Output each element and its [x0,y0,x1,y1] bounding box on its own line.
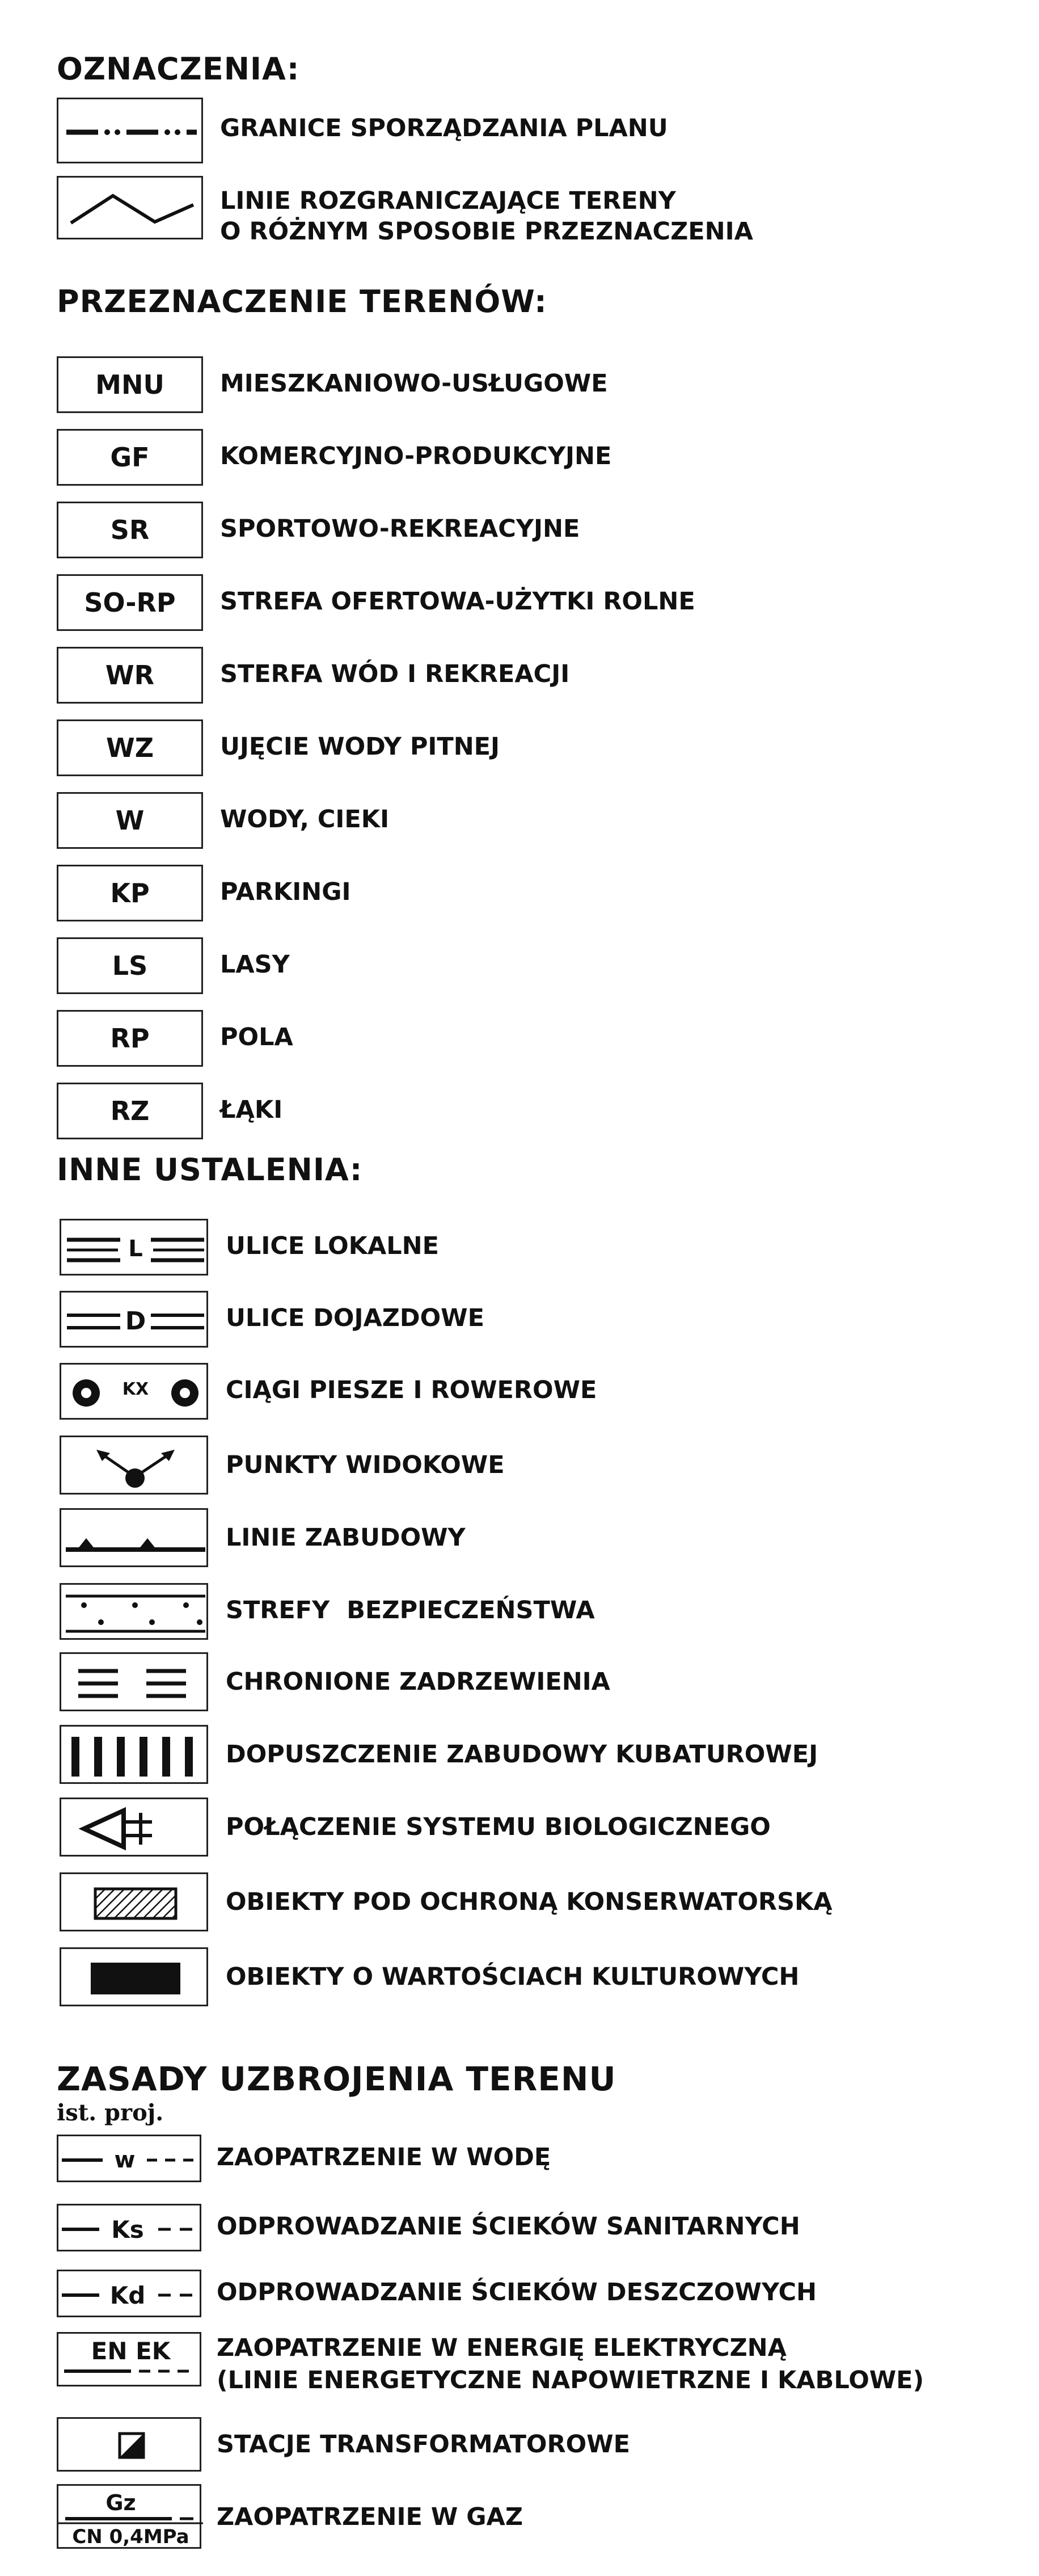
land-use-label: KOMERCYJNO-PRODUKCYJNE [220,442,612,470]
land-use-label: ŁĄKI [220,1096,283,1124]
land-use-code: GF [110,442,150,473]
safety-zone-icon [60,1583,208,1640]
land-use-code: SR [110,515,150,545]
land-use-label: MIESZKANIOWO-USŁUGOWE [220,369,608,398]
storm-sewage-icon [57,2270,201,2317]
local-street-icon [60,1219,208,1276]
land-use-code: MNU [95,369,164,400]
pedestrian-bike-path-icon [60,1363,208,1420]
legend-label-chronione-zadrzewienia: CHRONIONE ZADRZEWIENIA [226,1668,610,1696]
legend-label-dopuszczenie-zabudowy: DOPUSZCZENIE ZABUDOWY KUBATUROWEJ [226,1740,818,1769]
legend-label-strefy-bezpieczenstwa: STREFY BEZPIECZEŃSTWA [226,1596,595,1624]
legend-label-zaopatrzenie-gaz: ZAOPATRZENIE W GAZ [217,2503,523,2531]
power-lines-icon [57,2332,201,2386]
hatched-rectangle-icon [60,1872,208,1931]
land-use-label: PARKINGI [220,878,351,906]
land-use-label: UJĘCIE WODY PITNEJ [220,733,500,761]
section-heading-zasady: ZASADY UZBROJENIA TERENU [57,2060,616,2098]
legend-label-punkty-widokowe: PUNKTY WIDOKOWE [226,1451,505,1479]
land-use-code: SO-RP [84,587,176,618]
legend-label-scieki-sanitarne: ODPROWADZANIE ŚCIEKÓW SANITARNYCH [217,2212,800,2241]
land-use-code: LS [112,950,148,981]
legend-label-ulice-dojazdowe: ULICE DOJAZDOWE [226,1304,484,1332]
legend-label-polaczenie-systemu: POŁĄCZENIE SYSTEMU BIOLOGICZNEGO [226,1813,771,1841]
viewpoint-icon [60,1436,208,1495]
legend-label-scieki-deszczowe: ODPROWADZANIE ŚCIEKÓW DESZCZOWYCH [217,2278,817,2306]
land-use-code: WR [105,660,155,691]
access-street-icon [60,1291,208,1348]
filled-rectangle-icon [60,1947,208,2006]
legend-label-energia-elektryczna: ZAOPATRZENIE W ENERGIĘ ELEKTRYCZNĄ (LINIE ENERGETYCZNE NAPOWIETRZNE I KABLOWE) [217,2334,924,2394]
section-heading-inne: INNE USTALENIA: [57,1152,363,1188]
legend-label-stacje-transformatorowe: STACJE TRANSFORMATOROWE [217,2430,630,2459]
street-symbol-text: L [128,1236,143,1262]
utility-symbol-text: Kd [109,2281,146,2309]
land-use-code: KP [110,878,150,908]
section-heading-przeznaczenie: PRZEZNACZENIE TERENÓW: [57,284,547,319]
land-use-code: RP [110,1023,150,1054]
dash-dot-line-icon [57,98,203,163]
legend-label-granice: GRANICE SPORZĄDZANIA PLANU [220,114,668,142]
land-use-label: STERFA WÓD I REKREACJI [220,660,570,688]
legend-label-obiekty-o-wartosciach: OBIEKTY O WARTOŚCIACH KULTUROWYCH [226,1963,800,1991]
legend-label-ulice-lokalne: ULICE LOKALNE [226,1232,439,1260]
land-use-label: SPORTOWO-REKREACYJNE [220,515,580,543]
utility-symbol-text: EN EK [91,2337,171,2365]
zigzag-line-icon [57,176,203,239]
legend-label-linie-zabudowy: LINIE ZABUDOWY [226,1523,466,1552]
legend-label-zaopatrzenie-woda: ZAOPATRZENIE W WODĘ [217,2143,551,2171]
street-symbol-text: D [125,1306,146,1336]
legend-label-obiekty-pod-ochrona: OBIEKTY POD OCHRONĄ KONSERWATORSKĄ [226,1888,833,1916]
utility-symbol-subtext: CN 0,4MPa [72,2526,189,2548]
protected-trees-icon [60,1652,208,1711]
sanitary-sewage-icon [57,2204,201,2251]
land-use-code: WZ [105,733,154,763]
utility-symbol-text: Ks [111,2215,144,2244]
transformer-station-icon [57,2417,201,2472]
biological-connection-icon [60,1798,208,1857]
path-symbol-text: KX [122,1379,149,1399]
utility-symbol-text: Gz [105,2490,136,2515]
land-use-label: LASY [220,950,290,979]
utility-symbol-text: w [114,2147,136,2173]
gas-supply-icon [57,2484,201,2549]
land-use-code: RZ [110,1096,150,1126]
land-use-label: WODY, CIEKI [220,805,390,834]
land-use-label: POLA [220,1023,293,1051]
land-use-code: W [115,805,145,836]
land-use-label: STREFA OFERTOWA-UŻYTKI ROLNE [220,587,695,616]
column-subheading-ist-proj: ist. proj. [57,2099,164,2126]
legend-label-ciagi-piesze: CIĄGI PIESZE I ROWEROWE [226,1376,597,1404]
building-line-icon [60,1508,208,1567]
legend-label-linie-rozgraniczajace: LINIE ROZGRANICZAJĄCE TERENY O RÓŻNYM SPOSOBIE PRZEZNACZENIA [220,187,753,246]
water-supply-icon [57,2135,201,2182]
cubature-building-icon [60,1725,208,1784]
section-heading-oznaczenia: OZNACZENIA: [57,51,300,87]
